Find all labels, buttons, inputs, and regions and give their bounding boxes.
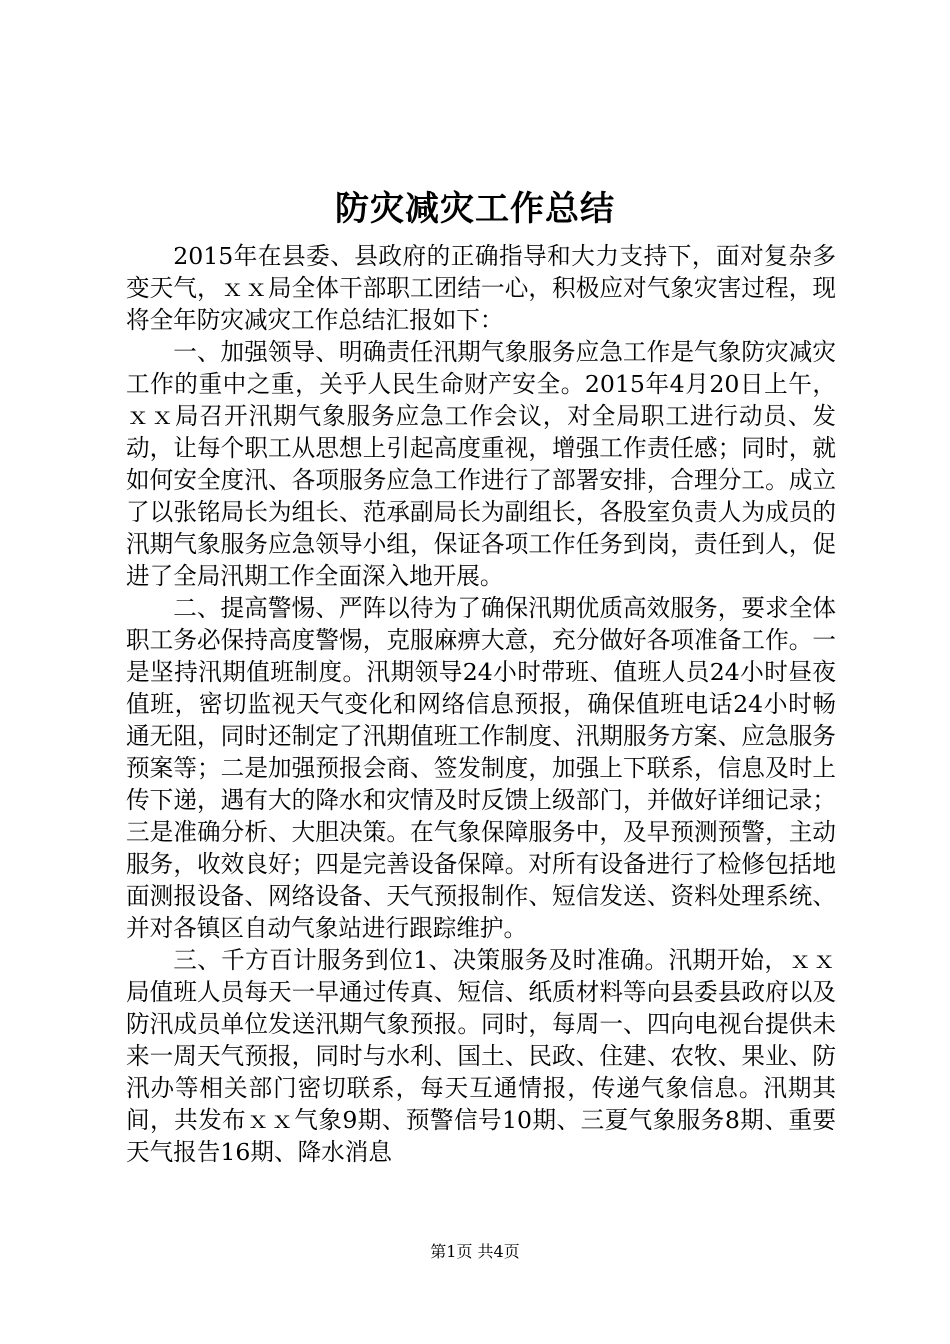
paragraph-section-2: 二、提高警惕、严阵以待为了确保汛期优质高效服务，要求全体职工务必保持高度警惕，克服麻痹大意，充分做好各项准备工作。一是坚持汛期值班制度。汛期领导24小时带班、值班人员24小时昼夜值班，密切监视天气变化和网络信息预报，确保值班电话24小时畅通无阻，同时还制定了汛期值班工作制度、汛期服务方案、应急服务预案等；二是加强预报会商、签发制度，加强上下联系，信息及时上传下递，遇有大的降水和灾情及时反馈上级部门，并做好详细记录；三是准确分析、大胆决策。在气象保障服务中，及早预测预警，主动服务，收效良好；四是完善设备保障。对所有设备进行了检修包括地面测报设备、网络设备、天气预报制作、短信发送、资料处理系统、并对各镇区自动气象站进行跟踪维护。 <box>126 594 836 942</box>
document-title: 防灾减灾工作总结 <box>335 189 615 229</box>
paragraph-section-1: 一、加强领导、明确责任汛期气象服务应急工作是气象防灾减灾工作的重中之重，关乎人民生命财产安全。2015年4月20日上午，ｘｘ局召开汛期气象服务应急工作会议，对全局职工进行动员、发动，让每个职工从思想上引起高度重视，增强工作责任感；同时，就如何安全度汛、各项服务应急工作进行了部署安排，合理分工。成立了以张铭局长为组长、范承副局长为副组长，各股室负责人为成员的汛期气象服务应急领导小组，保证各项工作任务到岗，责任到人，促进了全局汛期工作全面深入地开展。 <box>126 338 836 590</box>
paragraph-section-3: 三、千方百计服务到位1、决策服务及时准确。汛期开始，ｘｘ局值班人员每天一早通过传真、短信、纸质材料等向县委县政府以及防汛成员单位发送汛期气象预报。同时，每周一、四向电视台提供未来一周天气预报，同时与水利、国土、民政、住建、农牧、果业、防汛办等相关部门密切联系，每天互通情报，传递气象信息。汛期其间，共发布ｘｘ气象9期、预警信号10期、三夏气象服务8期、重要天气报告16期、降水消息 <box>126 946 836 1166</box>
page-number-footer: 第1页 共4页 <box>430 1242 520 1261</box>
document-body <box>126 240 836 1168</box>
paragraph-intro: 2015年在县委、县政府的正确指导和大力支持下，面对复杂多变天气，ｘｘ局全体干部职工团结一心，积极应对气象灾害过程，现将全年防灾减灾工作总结汇报如下： <box>126 242 836 334</box>
